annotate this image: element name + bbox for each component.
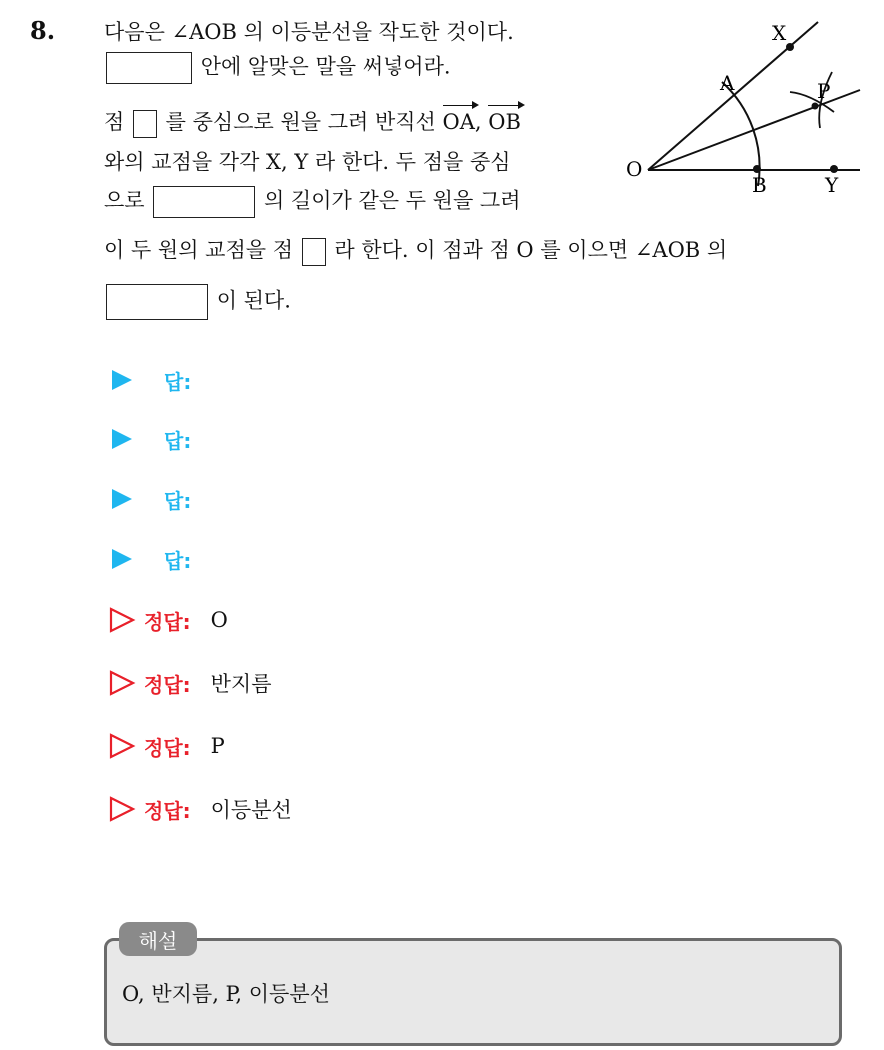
outline-triangle-icon [108, 606, 136, 634]
correct-label: 정답: [144, 798, 191, 823]
answer-label: 답: [164, 369, 192, 394]
correct-label: 정답: [144, 609, 191, 634]
blank-box-3 [302, 238, 326, 266]
paragraph-line-2 [104, 148, 511, 176]
correct-value: 이등분선 [210, 798, 292, 822]
question-text-2: 안에 알맞은 말을 써넣어라. [200, 54, 451, 79]
correct-answer-row [108, 729, 225, 763]
answer-row [108, 542, 191, 576]
label-a: A [720, 71, 735, 95]
para-b: 와의 교점을 각각 X, Y 라 한다. 두 점을 중심 [104, 150, 511, 174]
para-g: 이 된다. [216, 288, 291, 313]
para-start: 점 [104, 110, 125, 134]
point-b [753, 165, 761, 173]
correct-value: 반지름 [210, 672, 272, 696]
blank-box-2 [153, 186, 255, 218]
label-o: O [626, 157, 643, 181]
paragraph-line-1 [104, 108, 521, 138]
correct-answer-row [108, 603, 228, 637]
point-x [786, 43, 794, 51]
outline-triangle-icon [108, 795, 136, 823]
question-number: 8. [30, 16, 56, 45]
paragraph-line-4 [104, 236, 727, 266]
label-b: B [752, 173, 767, 194]
label-x: X [772, 21, 787, 45]
ray-oa: OA [442, 110, 475, 134]
point-y [830, 165, 838, 173]
correct-answer-row [108, 792, 292, 826]
play-arrow-icon [112, 489, 132, 509]
outline-triangle-icon [108, 732, 136, 760]
play-arrow-icon [112, 549, 132, 569]
answer-row [108, 363, 191, 397]
ray-comma: , [474, 110, 482, 134]
para-a: 를 중심으로 원을 그려 반직선 [165, 110, 436, 134]
label-p: P [817, 79, 831, 103]
correct-label: 정답: [144, 672, 191, 697]
correct-value: O [210, 608, 228, 632]
label-y: Y [825, 173, 839, 194]
question-text-1: 다음은 ∠AOB 의 이등분선을 작도한 것이다. [104, 20, 514, 44]
blank-box-instruction [106, 52, 192, 84]
answer-row [108, 482, 191, 516]
para-e: 이 두 원의 교점을 점 [104, 238, 293, 262]
point-p [812, 103, 819, 110]
answer-label: 답: [164, 548, 192, 573]
blank-box-4 [106, 284, 208, 320]
para-d: 의 길이가 같은 두 원을 그려 [263, 188, 521, 213]
answer-row [108, 422, 191, 456]
answer-label: 답: [164, 428, 192, 453]
blank-box-1 [133, 110, 157, 138]
correct-answer-row [108, 666, 272, 700]
angle-bisector-figure [610, 14, 870, 194]
question-line-1 [104, 18, 514, 46]
play-arrow-icon [112, 429, 132, 449]
paragraph-line-3 [104, 186, 520, 218]
outline-triangle-icon [108, 669, 136, 697]
explanation-tag: 해설 [119, 922, 197, 956]
para-c: 으로 [104, 188, 145, 213]
answer-label: 답: [164, 488, 192, 513]
para-f: 라 한다. 이 점과 점 O 를 이으면 ∠AOB 의 [334, 238, 728, 262]
play-arrow-icon [112, 370, 132, 390]
question-line-2 [104, 52, 451, 84]
paragraph-line-5 [104, 284, 291, 320]
explanation-text: O, 반지름, P, 이등분선 [122, 982, 330, 1006]
ray-ob: OB [488, 110, 521, 134]
correct-value: P [210, 734, 225, 758]
correct-label: 정답: [144, 735, 191, 760]
